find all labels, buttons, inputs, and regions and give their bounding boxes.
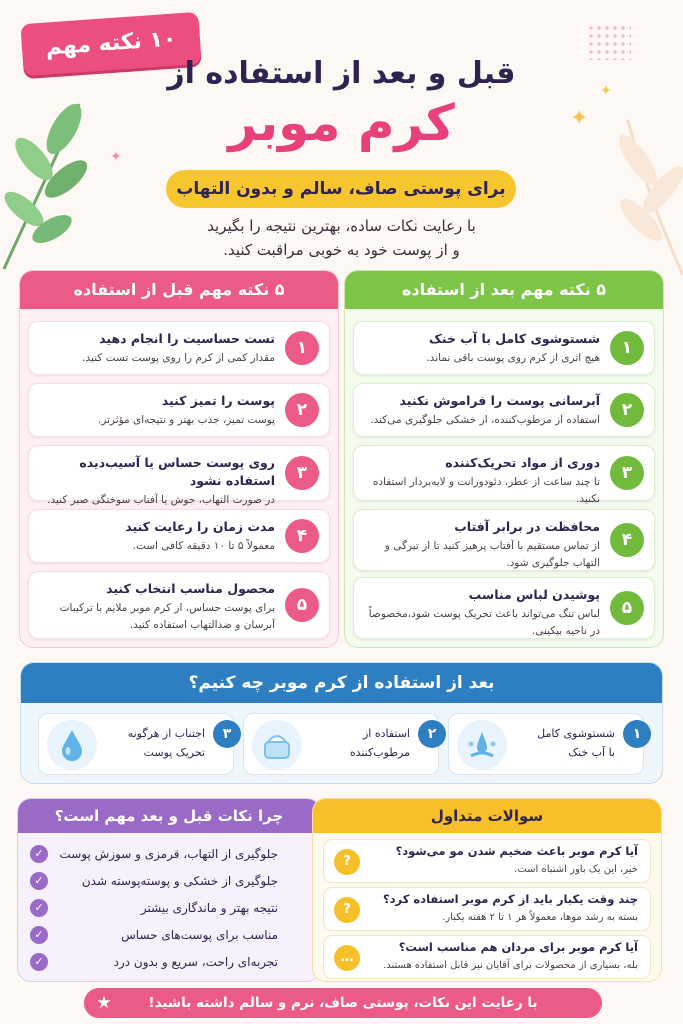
tip-text: از تماس مستقیم با آفتاب پرهیز کنید تا از تیرگی و xyxy=(384,540,600,552)
tip-number: ۳ xyxy=(285,456,319,490)
why-item xyxy=(30,841,308,867)
tip-number: ۲ xyxy=(285,393,319,427)
faq-panel xyxy=(312,798,662,982)
check-icon: ✓ xyxy=(30,872,48,890)
after-step-card xyxy=(243,713,439,775)
subtitle-band: برای پوستی صاف، سالم و بدون التهاب xyxy=(166,170,516,208)
step-line: شستوشوی کامل xyxy=(537,727,615,740)
step-text xyxy=(523,724,615,762)
after-tip-card xyxy=(353,383,655,437)
tip-title: محافظت در برابر آفتاب xyxy=(454,519,600,534)
question-icon: ? xyxy=(334,849,360,875)
before-panel-heading: ۵ نکته مهم قبل از استفاده xyxy=(20,271,338,309)
intro-line: و از پوست خود به خوبی مراقبت کنید. xyxy=(223,241,460,259)
tip-title: شستوشوی کامل با آب خنک xyxy=(429,331,600,346)
why-item xyxy=(30,868,308,894)
intro-line: با رعایت نکات ساده، بهترین نتیجه را بگیرید xyxy=(207,217,476,235)
tip-title: تست حساسیت را انجام دهید xyxy=(99,331,275,346)
why-item xyxy=(30,922,308,948)
tip-title: دوری از مواد تحریک‌کننده xyxy=(445,455,600,470)
water-drop-icon xyxy=(47,720,97,770)
tip-title: آبرسانی پوست را فراموش نکنید xyxy=(399,393,600,408)
why-item-label: مناسب برای پوست‌های حساس xyxy=(121,928,278,942)
tip-text: آبرسان و ضدالتهاب استفاده کنید. xyxy=(129,619,275,631)
tip-text: استفاده از مرطوب‌کننده، از خشکی جلوگیری می‌کند. xyxy=(370,414,600,426)
why-important-panel xyxy=(17,798,321,982)
tip-text: معمولاً ۵ تا ۱۰ دقیقه کافی است. xyxy=(132,540,275,552)
tip-title: پوست را تمیز کنید xyxy=(161,393,275,408)
faq-heading: سوالات متداول xyxy=(313,799,661,833)
faq-item xyxy=(323,887,651,931)
step-text xyxy=(318,724,410,762)
after-use-steps-band xyxy=(20,662,663,784)
before-tips-panel xyxy=(19,270,339,648)
sparkle-icon: ✦ xyxy=(570,106,589,131)
step-number: ۲ xyxy=(418,720,446,748)
after-steps-heading: بعد از استفاده از کرم موبر چه کنیم؟ xyxy=(21,663,662,703)
tip-text: التهاب جلوگیری شود. xyxy=(506,557,600,569)
after-step-card xyxy=(38,713,234,775)
before-tip-card xyxy=(28,571,330,639)
footer-banner xyxy=(84,988,602,1018)
after-tip-card xyxy=(353,321,655,375)
after-tip-card xyxy=(353,509,655,571)
tips-count-badge: ۱۰ نکته مهم xyxy=(20,12,201,76)
tip-number: ۴ xyxy=(285,519,319,553)
before-tip-card xyxy=(28,383,330,437)
tip-text: مقدار کمی از کرم را روی پوست تست کنید. xyxy=(82,352,275,364)
tip-text: پوست تمیز، جذب بهتر و نتیجه‌ای مؤثرتر. xyxy=(97,414,275,426)
sparkle-icon: ✦ xyxy=(110,149,122,165)
step-line: استفاده از xyxy=(362,727,410,740)
star-icon: ★ xyxy=(96,993,112,1013)
faq-answer: بسته به رشد موها، معمولاً هر ۱ تا ۲ هفته یکبار. xyxy=(442,912,638,923)
after-step-card xyxy=(448,713,644,775)
after-tip-card xyxy=(353,577,655,639)
tip-text: برای پوست حساس، از کرم موبر ملایم با ترکیبات xyxy=(59,602,275,614)
why-item xyxy=(30,895,308,921)
check-icon: ✓ xyxy=(30,926,48,944)
tip-title: پوشیدن لباس مناسب xyxy=(468,587,600,602)
why-item-label: جلوگیری از التهاب، قرمزی و سوزش پوست xyxy=(59,847,278,861)
check-icon: ✓ xyxy=(30,845,48,863)
chat-question-icon: ? xyxy=(334,897,360,923)
why-item xyxy=(30,949,308,975)
why-item-label: تجربه‌ای راحت، سریع و بدون درد xyxy=(113,955,278,969)
check-icon: ✓ xyxy=(30,899,48,917)
step-number: ۱ xyxy=(623,720,651,748)
why-item-label: نتیجه بهتر و ماندگاری بیشتر xyxy=(140,901,278,915)
tip-title: محصول مناسب انتخاب کنید xyxy=(106,581,275,596)
faq-answer: خیر، این یک باور اشتباه است. xyxy=(514,864,638,875)
tip-number: ۳ xyxy=(610,456,644,490)
before-tip-card xyxy=(28,321,330,375)
sparkle-icon: ✦ xyxy=(600,83,612,99)
water-splash-icon xyxy=(457,720,507,770)
after-tips-panel xyxy=(344,270,664,648)
intro-text xyxy=(120,214,563,262)
faq-question: آیا کرم موبر برای مردان هم مناسب است؟ xyxy=(398,940,638,954)
step-line: تحریک پوست xyxy=(143,746,205,759)
step-text xyxy=(113,724,205,762)
after-tip-card xyxy=(353,445,655,505)
tip-text: در صورت التهاب، جوش یا آفتاب سوختگی صبر کنید. xyxy=(47,494,275,506)
faq-question: آیا کرم موبر باعث ضخیم شدن مو می‌شود؟ xyxy=(395,844,638,858)
tip-title: روی پوست حساس یا آسیب‌دیده استفاده نشود xyxy=(79,455,275,488)
step-line: با آب خنک xyxy=(568,746,615,759)
dots-pattern-decoration xyxy=(587,24,631,60)
why-item-label: جلوگیری از خشکی و پوسته‌پوسته شدن xyxy=(81,874,278,888)
chat-bubble-icon: … xyxy=(334,945,360,971)
page-title-line1: قبل و بعد از استفاده از xyxy=(167,56,516,91)
check-icon: ✓ xyxy=(30,953,48,971)
cream-jar-icon xyxy=(252,720,302,770)
why-heading: چرا نکات قبل و بعد مهم است؟ xyxy=(18,799,320,833)
tip-number: ۵ xyxy=(285,588,319,622)
tip-title: مدت زمان را رعایت کنید xyxy=(125,519,275,534)
tip-text: تا چند ساعت از عطر، دئودورانت و لایه‌بردار استفاده نکنید. xyxy=(372,476,600,505)
footer-text: با رعایت این نکات، پوستی صاف، نرم و سالم داشته باشید! xyxy=(148,995,538,1011)
after-panel-heading: ۵ نکته مهم بعد از استفاده xyxy=(345,271,663,309)
tip-number: ۲ xyxy=(610,393,644,427)
faq-question: چند وقت یکبار باید از کرم موبر استفاده کرد؟ xyxy=(382,892,638,906)
step-line: اجتناب از هرگونه xyxy=(127,727,205,740)
faq-item xyxy=(323,935,651,979)
tip-number: ۱ xyxy=(285,331,319,365)
tip-text: هیچ اثری از کرم روی پوست باقی نماند. xyxy=(426,352,600,364)
tip-number: ۱ xyxy=(610,331,644,365)
faq-answer: بله، بسیاری از محصولات برای آقایان نیز قابل استفاده هستند. xyxy=(383,960,638,971)
before-tip-card xyxy=(28,509,330,563)
faq-item xyxy=(323,839,651,883)
tip-text: لباس تنگ می‌تواند باعث تحریک پوست شود،مخصوصاً xyxy=(368,608,600,620)
tip-text: در ناحیه بیکینی. xyxy=(531,625,600,637)
tip-number: ۵ xyxy=(610,591,644,625)
step-number: ۳ xyxy=(213,720,241,748)
before-tip-card xyxy=(28,445,330,506)
tip-number: ۴ xyxy=(610,523,644,557)
page-title-line2: کرم موبر xyxy=(228,94,455,152)
step-line: مرطوب‌کننده xyxy=(349,746,410,759)
